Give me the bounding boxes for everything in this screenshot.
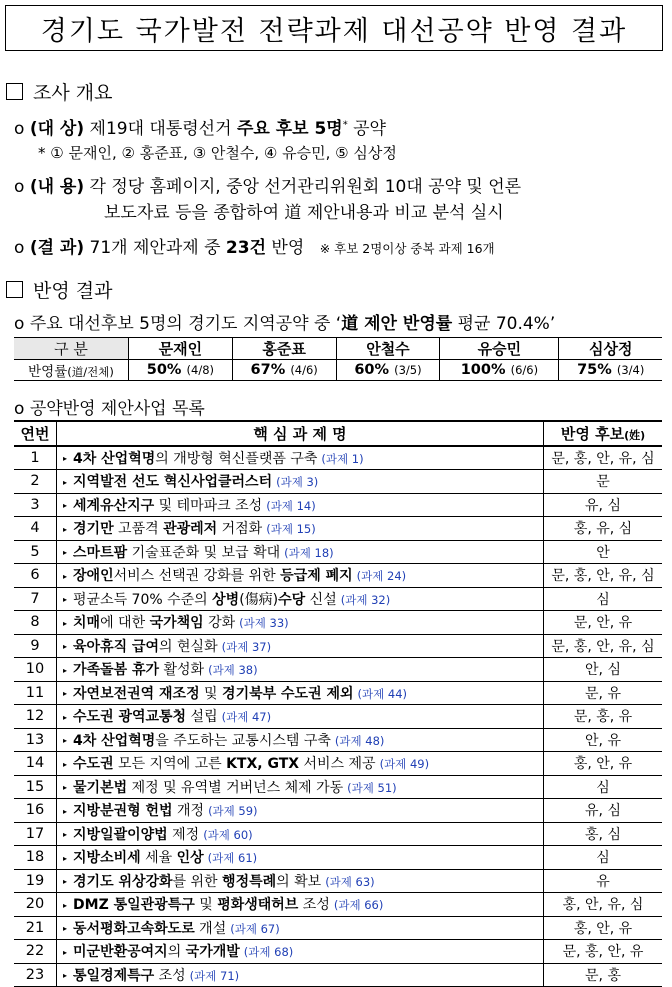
project-text: 을 주도하는 교통시스템 구축 <box>155 732 331 749</box>
row-number: 13 <box>14 728 57 752</box>
row-number: 8 <box>14 611 57 635</box>
bullet: o <box>14 119 25 139</box>
table-row <box>14 517 662 541</box>
keyword-bold: KTX, GTX <box>226 756 300 773</box>
triangle-bullet-icon: ▸ <box>63 595 68 605</box>
project-text: 활성화 <box>159 662 205 679</box>
project-name <box>57 728 544 752</box>
bullet: o <box>14 314 25 334</box>
task-ref: (과제 37) <box>221 639 272 654</box>
summary-rate-1: 67% (4/6) <box>232 360 336 381</box>
summary-rate-3: 100% (6/6) <box>440 360 559 381</box>
triangle-bullet-icon: ▸ <box>63 853 68 863</box>
project-text: 제정 <box>167 826 200 843</box>
keyword-bold: 인상 <box>176 850 204 867</box>
task-ref: (과제 24) <box>356 569 407 584</box>
keyword-bold: 수당 <box>278 591 306 608</box>
task-ref: (과제 15) <box>266 522 316 537</box>
task-ref: (과제 47) <box>221 710 272 725</box>
task-ref: (과제 66) <box>333 898 384 913</box>
keyword-bold: 수도권 광역교통청 <box>73 709 187 726</box>
candidates-cell: 홍, 안, 유, 심 <box>544 893 663 917</box>
target-line <box>14 114 386 139</box>
candidates-cell: 문, 홍, 안, 유, 심 <box>544 446 663 470</box>
row-number: 23 <box>14 963 57 987</box>
project-name <box>57 775 544 799</box>
content-line <box>14 172 521 197</box>
target-tail: 공약 <box>353 119 386 139</box>
summary-text: 주요 대선후보 5명의 경기도 지역공약 중 ‘ <box>29 314 342 334</box>
triangle-bullet-icon: ▸ <box>63 759 68 769</box>
task-ref: (과제 14) <box>266 498 316 513</box>
project-name <box>57 705 544 729</box>
project-text: 고품격 <box>113 521 164 538</box>
project-name <box>57 634 544 658</box>
candidates-cell: 문, 홍, 안, 유, 심 <box>544 634 663 658</box>
row-number: 14 <box>14 752 57 776</box>
project-name <box>57 916 544 940</box>
project-text: 설립 <box>186 709 218 726</box>
table-row <box>14 634 662 658</box>
candidates-cell: 유 <box>544 869 663 893</box>
col-header-name: 핵 심 과 제 명 <box>57 421 544 446</box>
task-ref: (과제 48) <box>334 733 385 748</box>
row-number: 17 <box>14 822 57 846</box>
table-row <box>14 869 662 893</box>
task-ref: (과제 60) <box>203 827 253 842</box>
triangle-bullet-icon: ▸ <box>63 877 68 887</box>
square-bullet-icon <box>6 281 23 298</box>
candidates-cell: 심 <box>544 587 663 611</box>
candidates-cell: 유, 심 <box>544 493 663 517</box>
task-ref: (과제 51) <box>347 780 397 795</box>
candidates-cell: 홍, 안, 유 <box>544 752 663 776</box>
row-number: 4 <box>14 517 57 541</box>
project-text: 및 <box>199 685 223 702</box>
triangle-bullet-icon: ▸ <box>63 571 68 581</box>
projects-table <box>14 420 662 987</box>
project-text: 를 위한 <box>172 873 223 890</box>
summary-cand-4: 심상정 <box>559 338 662 360</box>
row-number: 15 <box>14 775 57 799</box>
table-row <box>14 540 662 564</box>
keyword-bold: 국가개발 <box>185 944 240 961</box>
triangle-bullet-icon: ▸ <box>63 971 68 981</box>
summary-line <box>14 309 555 334</box>
project-text: 평균소득 70% 수준의 <box>73 591 213 608</box>
row-number: 22 <box>14 940 57 964</box>
target-text: 제19대 대통령선거 <box>89 119 232 139</box>
row-number: 11 <box>14 681 57 705</box>
table-row <box>14 611 662 635</box>
task-ref: (과제 63) <box>325 874 375 889</box>
summary-cand-2: 안철수 <box>336 338 440 360</box>
list-heading <box>14 394 205 419</box>
task-ref: (과제 67) <box>230 921 280 936</box>
task-ref: (과제 3) <box>276 475 319 490</box>
project-text: 의 확보 <box>276 873 322 890</box>
section-heading-text: 조사 개요 <box>33 82 113 104</box>
keyword-bold: 경기도 위상강화 <box>73 873 173 890</box>
projects-body <box>14 446 662 987</box>
summary-rate-2: 60% (3/5) <box>336 360 440 381</box>
document-title: 경기도 국가발전 전략과제 대선공약 반영 결과 <box>5 5 663 51</box>
candidates-cell: 문, 홍, 유 <box>544 705 663 729</box>
candidates-cell: 문, 홍, 안, 유 <box>544 940 663 964</box>
table-row <box>14 775 662 799</box>
project-text: 의 <box>167 944 186 961</box>
project-name <box>57 587 544 611</box>
row-number: 20 <box>14 893 57 917</box>
project-name <box>57 752 544 776</box>
table-row <box>14 822 662 846</box>
footnote-mark: * <box>342 119 348 131</box>
row-number: 3 <box>14 493 57 517</box>
candidates-cell: 문, 유 <box>544 681 663 705</box>
keyword-bold: 관광레저 <box>163 521 218 538</box>
summary-bold: 道 제안 반영률 <box>341 314 453 334</box>
triangle-bullet-icon: ▸ <box>63 783 68 793</box>
task-ref: (과제 59) <box>208 804 258 819</box>
triangle-bullet-icon: ▸ <box>63 806 68 816</box>
row-number: 6 <box>14 564 57 588</box>
row-number: 21 <box>14 916 57 940</box>
keyword-bold: 육아휴직 급여 <box>73 638 160 655</box>
result-text: 71개 제안과제 중 <box>89 238 221 258</box>
table-row <box>14 446 662 470</box>
project-name <box>57 681 544 705</box>
section-heading-results <box>6 276 112 303</box>
table-row <box>14 564 662 588</box>
bullet: o <box>14 177 25 197</box>
keyword-bold: 경기만 <box>73 521 114 538</box>
project-text: 거점화 <box>217 521 263 538</box>
table-row <box>14 963 662 987</box>
summary-corner: 구 분 <box>14 338 129 360</box>
candidates-cell: 안, 심 <box>544 658 663 682</box>
project-name <box>57 611 544 635</box>
project-text: 모든 지역에 고른 <box>113 756 227 773</box>
keyword-bold: 지역발전 선도 혁신사업클러스터 <box>73 474 273 491</box>
result-text-b: 반영 <box>271 238 305 258</box>
candidates-cell: 문, 안, 유 <box>544 611 663 635</box>
summary-cand-1: 홍준표 <box>232 338 336 360</box>
project-text: 기술표준화 및 보급 확대 <box>127 544 281 561</box>
keyword-bold: 미군반환공여지 <box>73 944 168 961</box>
project-name <box>57 822 544 846</box>
candidates-cell: 문, 홍, 안, 유, 심 <box>544 564 663 588</box>
col-header-no: 연번 <box>14 421 57 446</box>
summary-table <box>14 337 662 381</box>
keyword-bold: 지방소비세 <box>73 850 141 867</box>
target-label: (대 상) <box>29 119 85 139</box>
triangle-bullet-icon: ▸ <box>63 618 68 628</box>
project-text: 세율 <box>140 850 177 867</box>
keyword-bold: 물기본법 <box>73 779 128 796</box>
candidates-cell: 문 <box>544 470 663 494</box>
triangle-bullet-icon: ▸ <box>63 548 68 558</box>
table-row <box>14 705 662 729</box>
summary-rate-0: 50% (4/8) <box>129 360 233 381</box>
project-text: 개설 <box>194 920 227 937</box>
keyword-bold: 통일경제특구 <box>73 967 155 984</box>
project-name <box>57 940 544 964</box>
row-number: 1 <box>14 446 57 470</box>
project-name <box>57 493 544 517</box>
triangle-bullet-icon: ▸ <box>63 689 68 699</box>
row-number: 9 <box>14 634 57 658</box>
project-text: 조성 <box>154 967 186 984</box>
keyword-bold: 스마트팜 <box>73 544 128 561</box>
project-text: 및 <box>194 897 218 914</box>
square-bullet-icon <box>6 83 23 100</box>
project-name <box>57 658 544 682</box>
candidates-cell: 유, 심 <box>544 799 663 823</box>
project-text: 에 대한 <box>100 615 150 632</box>
table-row <box>14 470 662 494</box>
result-count: 23건 <box>225 238 267 258</box>
project-name <box>57 517 544 541</box>
keyword-bold: 국가책임 <box>149 615 204 632</box>
candidates-cell: 홍, 안, 유 <box>544 916 663 940</box>
candidates-cell: 심 <box>544 775 663 799</box>
row-number: 19 <box>14 869 57 893</box>
keyword-bold: 지방일괄이양법 <box>73 826 168 843</box>
keyword-bold: 가족돌봄 휴가 <box>73 662 160 679</box>
candidates-cell: 홍, 심 <box>544 822 663 846</box>
project-text: 강화 <box>203 615 236 632</box>
project-name <box>57 799 544 823</box>
table-row <box>14 916 662 940</box>
result-line <box>14 233 495 258</box>
table-row <box>14 493 662 517</box>
project-text: 조성 <box>298 897 330 914</box>
task-ref: (과제 1) <box>321 451 364 466</box>
table-row <box>14 799 662 823</box>
triangle-bullet-icon: ▸ <box>63 642 68 652</box>
project-name <box>57 963 544 987</box>
row-number: 7 <box>14 587 57 611</box>
candidates-cell: 안, 유 <box>544 728 663 752</box>
triangle-bullet-icon: ▸ <box>63 947 68 957</box>
table-row <box>14 587 662 611</box>
keyword-bold: 상병 <box>212 591 240 608</box>
task-ref: (과제 32) <box>340 592 391 607</box>
triangle-bullet-icon: ▸ <box>63 830 68 840</box>
summary-rate-4: 75% (3/4) <box>559 360 662 381</box>
task-ref: (과제 33) <box>239 616 289 631</box>
project-name <box>57 893 544 917</box>
project-text: 신설 <box>305 591 337 608</box>
row-number: 18 <box>14 846 57 870</box>
project-text: 제정 및 유역별 거버넌스 체제 가동 <box>127 779 344 796</box>
content-line-2: 보도자료 등을 종합하여 道 제안내용과 비교 분석 실시 <box>104 203 504 223</box>
keyword-bold: 지방분권형 헌법 <box>73 803 173 820</box>
candidates-cell: 홍, 유, 심 <box>544 517 663 541</box>
task-ref: (과제 38) <box>208 663 258 678</box>
project-name <box>57 470 544 494</box>
project-name <box>57 540 544 564</box>
keyword-bold: 경기북부 수도권 제외 <box>222 685 354 702</box>
keyword-bold: 장애인 <box>73 568 114 585</box>
triangle-bullet-icon: ▸ <box>63 524 68 534</box>
keyword-bold: 세계유산지구 <box>73 497 155 514</box>
project-text: (傷病) <box>239 591 279 608</box>
section-heading-text: 반영 결과 <box>33 280 113 302</box>
summary-row-label: 반영률(道/전체) <box>14 360 129 381</box>
table-row <box>14 940 662 964</box>
content-label: (내 용) <box>29 177 85 197</box>
keyword-bold: 수도권 <box>73 756 114 773</box>
triangle-bullet-icon: ▸ <box>63 736 68 746</box>
project-text: 의 현실화 <box>159 638 218 655</box>
task-ref: (과제 44) <box>357 686 407 701</box>
summary-cand-3: 유승민 <box>440 338 559 360</box>
task-ref: (과제 49) <box>379 757 430 772</box>
keyword-bold: 자연보전권역 재조정 <box>73 685 200 702</box>
task-ref: (과제 71) <box>189 968 240 983</box>
project-text: 의 개방형 혁신플랫폼 구축 <box>155 450 318 467</box>
task-ref: (과제 61) <box>207 851 258 866</box>
project-text: 개정 <box>172 803 205 820</box>
keyword-bold: 치매 <box>73 615 101 632</box>
row-number: 16 <box>14 799 57 823</box>
row-number: 10 <box>14 658 57 682</box>
table-row <box>14 728 662 752</box>
keyword-bold: 동서평화고속화도로 <box>73 920 195 937</box>
candidates-cell: 심 <box>544 846 663 870</box>
triangle-bullet-icon: ▸ <box>63 501 68 511</box>
task-ref: (과제 68) <box>243 945 294 960</box>
bullet: o <box>14 399 25 419</box>
section-heading-overview <box>6 78 112 105</box>
project-text: 및 테마파크 조성 <box>154 497 263 514</box>
candidates-cell: 안 <box>544 540 663 564</box>
triangle-bullet-icon: ▸ <box>63 712 68 722</box>
col-header-cand: 반영 후보(姓) <box>544 421 663 446</box>
project-text: 서비스 제공 <box>299 756 376 773</box>
summary-tail: 평균 70.4%’ <box>457 314 556 334</box>
keyword-bold: 행정특례 <box>222 873 277 890</box>
keyword-bold: 등급제 폐지 <box>280 568 353 585</box>
triangle-bullet-icon: ▸ <box>63 665 68 675</box>
keyword-bold: 4차 산업혁명 <box>73 450 156 467</box>
bullet: o <box>14 238 25 258</box>
row-number: 5 <box>14 540 57 564</box>
project-name <box>57 446 544 470</box>
task-ref: (과제 18) <box>284 545 334 560</box>
content-text: 각 정당 홈페이지, 중앙 선거관리위원회 10대 공약 및 언론 <box>89 177 522 197</box>
target-bold: 주요 후보 5명 <box>236 119 343 139</box>
summary-cand-0: 문재인 <box>129 338 233 360</box>
project-name <box>57 846 544 870</box>
table-row <box>14 846 662 870</box>
table-row <box>14 681 662 705</box>
keyword-bold: DMZ 통일관광특구 <box>73 897 195 914</box>
result-label: (결 과) <box>29 238 85 258</box>
keyword-bold: 4차 산업혁명 <box>73 732 156 749</box>
list-heading-text: 공약반영 제안사업 목록 <box>29 399 205 419</box>
candidates-cell: 문, 홍 <box>544 963 663 987</box>
row-number: 2 <box>14 470 57 494</box>
result-note: ※ 후보 2명이상 중복 과제 16개 <box>319 241 495 256</box>
table-row <box>14 658 662 682</box>
project-name <box>57 564 544 588</box>
keyword-bold: 평화생태허브 <box>217 897 299 914</box>
triangle-bullet-icon: ▸ <box>63 924 68 934</box>
triangle-bullet-icon: ▸ <box>63 900 68 910</box>
row-number: 12 <box>14 705 57 729</box>
table-row <box>14 752 662 776</box>
triangle-bullet-icon: ▸ <box>63 477 68 487</box>
candidates-note: * ① 문재인, ② 홍준표, ③ 안철수, ④ 유승민, ⑤ 심상정 <box>38 144 397 162</box>
triangle-bullet-icon: ▸ <box>63 454 68 464</box>
project-name <box>57 869 544 893</box>
table-row <box>14 893 662 917</box>
project-text: 서비스 선택권 강화를 위한 <box>113 568 281 585</box>
